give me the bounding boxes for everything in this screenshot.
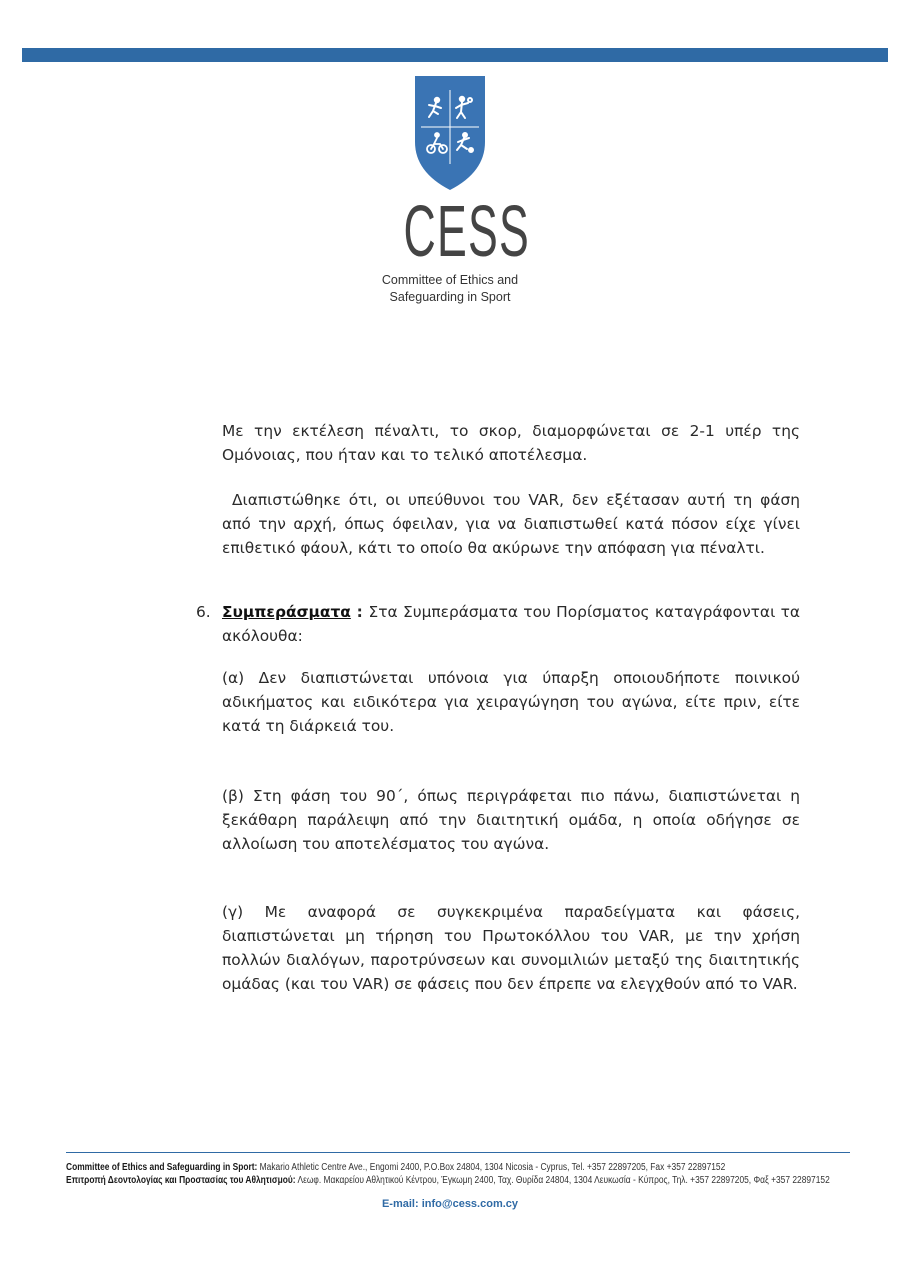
section-6-conclusions [196,600,800,648]
footer-org-en: Committee of Ethics and Safeguarding in Sport: [66,1162,258,1173]
section-separator: : [350,603,369,621]
footer-org-gr: Επιτροπή Δεοντολογίας και Προστασίας του Αθλητισμού: [66,1175,296,1186]
cess-logo [375,72,531,312]
section-number: 6. [196,603,211,621]
section-intro: Στα Συμπεράσματα του Πορίσματος καταγράφονται τα ακόλουθα: [222,603,800,645]
section-heading: Συμπεράσματα [222,603,351,621]
footer-address-en [66,1161,725,1174]
footer-email-link[interactable]: E-mail: info@cess.com.cy [381,1198,519,1210]
paragraph-penalty-score: Με την εκτέλεση πέναλτι, το σκορ, διαμορφώνεται σε 2-1 υπέρ της Ομόνοιας, που ήταν και το τελικό αποτέλεσμα. [222,422,800,464]
brand-name: CESS [403,192,531,272]
conclusion-a: (α) Δεν διαπιστώνεται υπόνοια για ύπαρξη οποιουδήποτε ποινικού αδικήματος και ειδικότερα για χειραγώγηση του αγώνα, είτε πριν, είτε κατά τη διάρκειά του. [222,669,800,735]
brand-subtitle-line1: Committee of Ethics and [381,273,519,287]
brand-subtitle [375,272,525,306]
paragraph-var-finding: Διαπιστώθηκε ότι, οι υπεύθυνοι του VAR, δεν εξέτασαν αυτή τη φάση από την αρχή, όπως όφειλαν, για να διαπιστωθεί κατά πόσον είχε γίνει επιθετικό φάουλ, κάτι το οποίο θα ακύρωνε την απόφαση για πέναλτι. [222,491,800,557]
footer-divider [66,1152,850,1153]
conclusion-c: (γ) Με αναφορά σε συγκεκριμένα παραδείγματα και φάσεις, διαπιστώνεται μη τήρηση του Πρωτοκόλλου του VAR, με την χρήση πολλών διαλόγων, παροτρύνσεων και συνομιλιών μεταξύ της διαιτητικής ομάδας (και του VAR) σε φάσεις που δεν έπρεπε να ελεγχθούν από το VAR. [222,903,800,993]
header-bar [22,48,888,62]
footer-address-en-text: Makario Athletic Centre Ave., Engomi 2400, P.O.Box 24804, 1304 Nicosia - Cyprus, Tel. +357 22897205, Fax +357 22897152 [257,1162,726,1173]
footer-address-gr [66,1174,830,1187]
shield-emblem [413,72,487,192]
conclusion-b: (β) Στη φάση του 90΄, όπως περιγράφεται πιο πάνω, διαπιστώνεται η ξεκάθαρη παράλειψη από την διαιτητική ομάδα, η οποία οδήγησε σε αλλοίωση του αποτελέσματος του αγώνα. [222,787,800,853]
brand-subtitle-line2: Safeguarding in Sport [389,290,511,304]
footer-address-gr-text: Λεωφ. Μακαρείου Αθλητικού Κέντρου, Έγκωμη 2400, Ταχ. Θυρίδα 24804, 1304 Λευκωσία - Κύπρος, Τηλ. +357 22897205, Φαξ +357 22897152 [295,1175,830,1186]
